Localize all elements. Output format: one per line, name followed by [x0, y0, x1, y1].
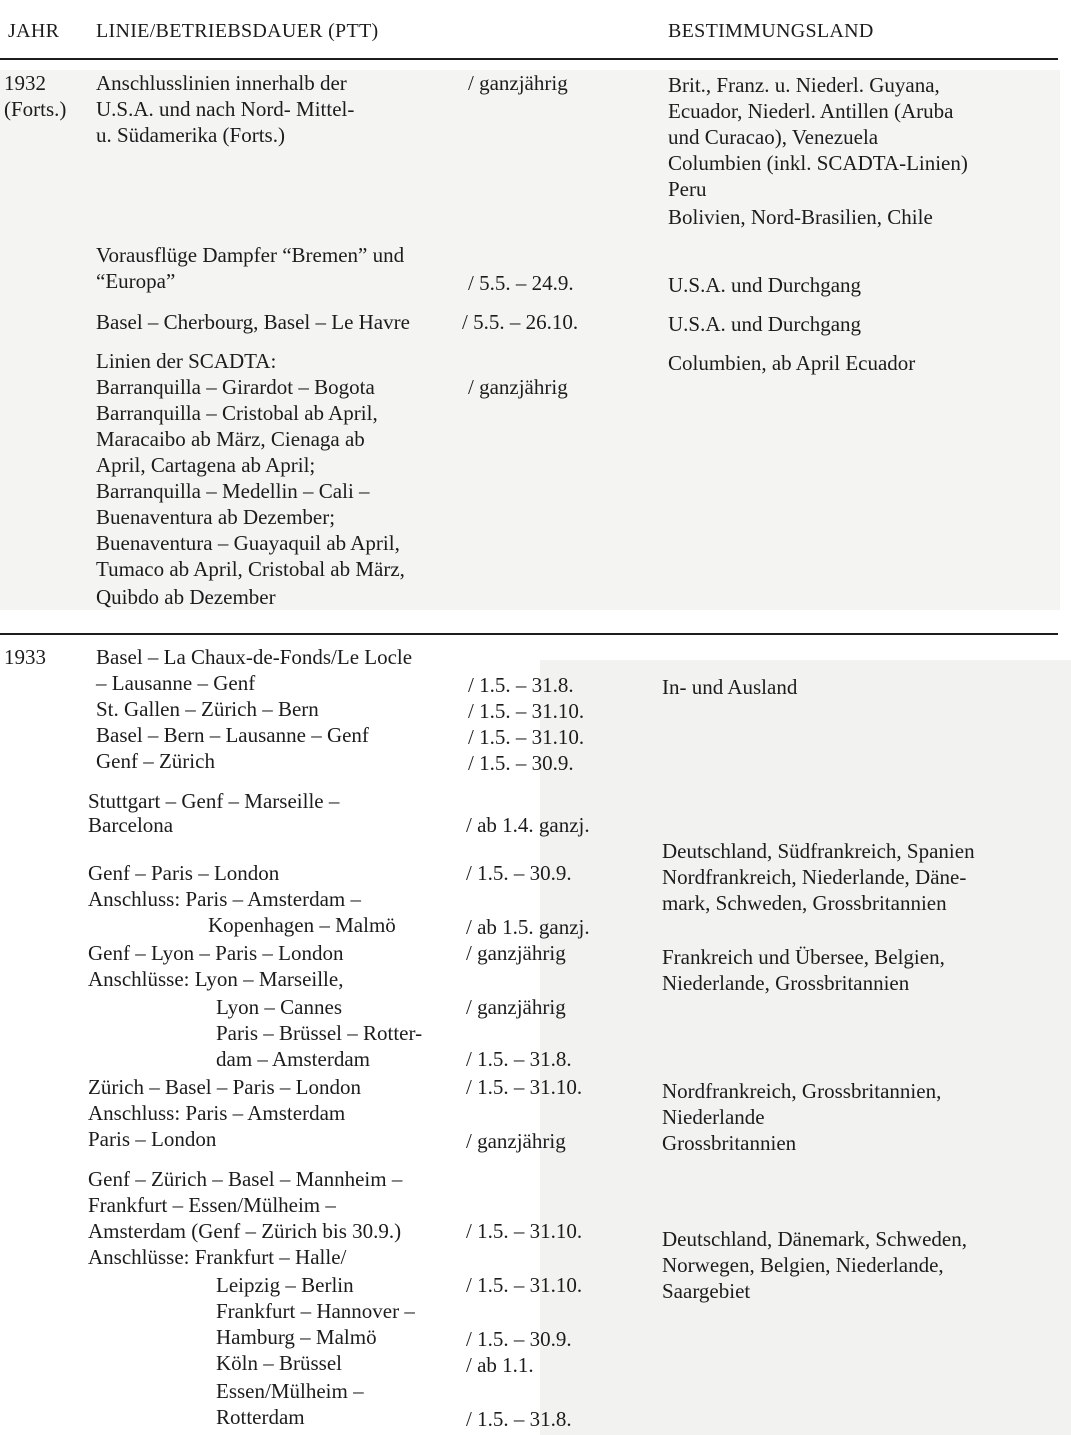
period-text: / 1.5. – 30.9. — [466, 861, 572, 885]
background-shade-right — [540, 660, 1071, 1435]
line-text: Vorausflüge Dampfer “Bremen” und — [96, 243, 405, 267]
period-text: / ganzjährig — [468, 71, 568, 95]
line-text: Anschluss: Paris – Amsterdam – — [88, 887, 361, 911]
dest-text: Peru — [668, 177, 707, 201]
line-text: Linien der SCADTA: — [96, 349, 277, 373]
period-text: / 5.5. – 26.10. — [462, 310, 579, 334]
dest-text: mark, Schweden, Grossbritannien — [662, 891, 947, 915]
line-text: – Lausanne – Genf — [96, 671, 256, 695]
line-text: Stuttgart – Genf – Marseille – — [88, 789, 340, 813]
section-rule — [0, 633, 1058, 635]
line-text: Basel – La Chaux-de-Fonds/Le Locle — [96, 645, 413, 669]
period-text: / 1.5. – 31.10. — [466, 1219, 583, 1243]
line-text: Tumaco ab April, Cristobal ab März, — [96, 557, 405, 581]
dest-text: Niederlande, Grossbritannien — [662, 971, 910, 995]
line-text: Anschlusslinien innerhalb der — [96, 71, 347, 95]
dest-text: Deutschland, Dänemark, Schweden, — [662, 1227, 967, 1251]
line-text: Barranquilla – Girardot – Bogota — [96, 375, 375, 399]
line-text: Anschlüsse: Lyon – Marseille, — [88, 967, 344, 991]
line-text: Genf – Zürich – Basel – Mannheim – — [88, 1167, 403, 1191]
line-text: Frankfurt – Essen/Mülheim – — [88, 1193, 336, 1217]
period-text: / 1.5. – 31.10. — [466, 1075, 583, 1099]
dest-text: U.S.A. und Durchgang — [668, 312, 862, 336]
dest-text: In- und Ausland — [662, 675, 798, 699]
dest-text: Columbien (inkl. SCADTA-Linien) — [668, 151, 968, 175]
line-text: St. Gallen – Zürich – Bern — [96, 697, 319, 721]
period-text: / 1.5. – 30.9. — [466, 1327, 572, 1351]
line-text: Kopenhagen – Malmö — [208, 913, 396, 937]
line-text: Genf – Zürich — [96, 749, 215, 773]
column-header-year: JAHR — [8, 20, 60, 42]
dest-text: Niederlande — [662, 1105, 765, 1129]
line-text: “Europa” — [96, 269, 176, 293]
dest-text: Frankreich und Übersee, Belgien, — [662, 945, 945, 969]
line-text: U.S.A. und nach Nord- Mittel- — [96, 97, 355, 121]
period-text: / 1.5. – 31.10. — [466, 1273, 583, 1297]
line-text: Leipzig – Berlin — [216, 1273, 354, 1297]
line-text: Hamburg – Malmö — [216, 1325, 377, 1349]
column-header-line: LINIE/BETRIEBSDAUER (PTT) — [96, 20, 379, 42]
line-text: Zürich – Basel – Paris – London — [88, 1075, 361, 1099]
period-text: / ganzjährig — [466, 995, 566, 1019]
line-text: Genf – Paris – London — [88, 861, 280, 885]
dest-text: Norwegen, Belgien, Niederlande, — [662, 1253, 944, 1277]
dest-text: Ecuador, Niederl. Antillen (Aruba — [668, 99, 954, 123]
period-text: / 1.5. – 31.10. — [468, 725, 585, 749]
line-text: Basel – Cherbourg, Basel – Le Havre — [96, 310, 410, 334]
line-text: Rotterdam — [216, 1405, 305, 1429]
dest-text: Grossbritannien — [662, 1131, 797, 1155]
dest-text: Bolivien, Nord-Brasilien, Chile — [668, 205, 933, 229]
period-text: / ab 1.1. — [466, 1353, 534, 1377]
line-text: Maracaibo ab März, Cienaga ab — [96, 427, 365, 451]
column-header-destination: BESTIMMUNGSLAND — [668, 20, 874, 42]
period-text: / 1.5. – 31.8. — [466, 1047, 572, 1071]
line-text: Buenaventura – Guayaquil ab April, — [96, 531, 400, 555]
line-text: u. Südamerika (Forts.) — [96, 123, 285, 147]
line-text: Barranquilla – Cristobal ab April, — [96, 401, 378, 425]
dest-text: Brit., Franz. u. Niederl. Guyana, — [668, 73, 940, 97]
line-text: Genf – Lyon – Paris – London — [88, 941, 344, 965]
year-1932: 1932 — [4, 71, 46, 95]
dest-text: Nordfrankreich, Grossbritannien, — [662, 1079, 942, 1103]
period-text: / ab 1.5. ganzj. — [466, 915, 590, 939]
dest-text: Columbien, ab April Ecuador — [668, 351, 916, 375]
header-rule — [0, 58, 1058, 60]
dest-text: U.S.A. und Durchgang — [668, 273, 862, 297]
period-text: / 1.5. – 31.10. — [468, 699, 585, 723]
line-text: Lyon – Cannes — [216, 995, 342, 1019]
line-text: Amsterdam (Genf – Zürich bis 30.9.) — [88, 1219, 402, 1243]
period-text: / 1.5. – 30.9. — [468, 751, 574, 775]
line-text: Frankfurt – Hannover – — [216, 1299, 415, 1323]
period-text: / ab 1.4. ganzj. — [466, 813, 590, 837]
dest-text: Deutschland, Südfrankreich, Spanien — [662, 839, 975, 863]
period-text: / ganzjährig — [468, 375, 568, 399]
dest-text: Saargebiet — [662, 1279, 751, 1303]
year-note: (Forts.) — [4, 97, 67, 121]
line-text: Anschluss: Paris – Amsterdam — [88, 1101, 346, 1125]
line-text: Paris – London — [88, 1127, 217, 1151]
line-text: Buenaventura ab Dezember; — [96, 505, 336, 529]
line-text: Barcelona — [88, 813, 174, 837]
line-text: Barranquilla – Medellin – Cali – — [96, 479, 370, 503]
period-text: / 5.5. – 24.9. — [468, 271, 574, 295]
year-1933: 1933 — [4, 645, 46, 669]
dest-text: und Curacao), Venezuela — [668, 125, 879, 149]
line-text: Essen/Mülheim – — [216, 1379, 364, 1403]
period-text: / ganzjährig — [466, 941, 566, 965]
period-text: / 1.5. – 31.8. — [468, 673, 574, 697]
line-text: Paris – Brüssel – Rotter- — [216, 1021, 423, 1045]
line-text: Basel – Bern – Lausanne – Genf — [96, 723, 369, 747]
line-text: Anschlüsse: Frankfurt – Halle/ — [88, 1245, 347, 1269]
line-text: dam – Amsterdam — [216, 1047, 370, 1071]
period-text: / 1.5. – 31.8. — [466, 1407, 572, 1431]
period-text: / ganzjährig — [466, 1129, 566, 1153]
dest-text: Nordfrankreich, Niederlande, Däne- — [662, 865, 967, 889]
line-text: Quibdo ab Dezember — [96, 585, 276, 609]
line-text: Köln – Brüssel — [216, 1351, 342, 1375]
line-text: April, Cartagena ab April; — [96, 453, 316, 477]
